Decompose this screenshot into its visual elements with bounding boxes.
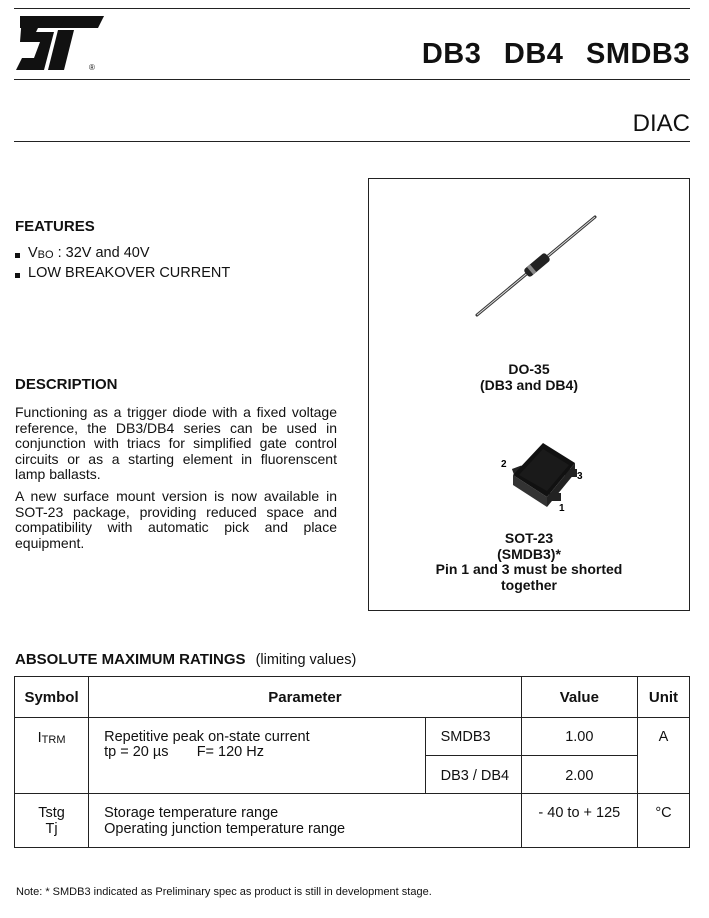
do35-caption [369, 362, 689, 393]
title-rule [14, 141, 690, 142]
sot23-caption [369, 531, 689, 593]
sot23-pin-3: 3 [577, 471, 583, 482]
row1-device-a: SMDB3 [425, 718, 521, 756]
row1-unit: A [637, 718, 689, 794]
ratings-table [14, 676, 690, 848]
table-header-row [15, 677, 690, 718]
feature-item-vbo: $V_{BO}$ : 32V and 40V [15, 244, 345, 264]
ratings-subtitle: (limiting values) [255, 652, 357, 668]
row1-symbol: $I_{TRM}$ [15, 718, 89, 794]
ratings-heading [15, 651, 356, 668]
row2-parameter: Storage temperature range Operating junction temperature range [89, 794, 522, 848]
sot23-note-line1: Pin 1 and 3 must be shorted [435, 561, 623, 577]
sot23-pin-1: 1 [559, 503, 565, 513]
header-value: Value [521, 677, 637, 718]
table-row [15, 794, 690, 848]
description-paragraph: Functioning as a trigger diode with a fixed voltage reference, the DB3/DB4 series can be used in conjunction with triacs for simplified gate control circuits or as a starting element in fluorenscent lamp ballasts. [15, 404, 337, 483]
sot23-pin-2: 2 [501, 459, 507, 470]
top-rule [14, 8, 690, 9]
description-section [15, 376, 337, 557]
header-unit: Unit [637, 677, 689, 718]
ratings-title: ABSOLUTE MAXIMUM RATINGS [15, 651, 246, 668]
package-box [368, 178, 690, 611]
part-number-smdb3: SMDB3 [585, 38, 690, 70]
row1-value-b: 2.00 [521, 756, 637, 794]
svg-text:®: ® [89, 63, 95, 72]
row1-device-b: DB3 / DB4 [425, 756, 521, 794]
do35-diode-image [469, 211, 604, 321]
description-title: DESCRIPTION [15, 376, 118, 393]
features-section [15, 218, 345, 283]
footnote: Note: * SMDB3 indicated as Preliminary spec as product is still in development stage. [16, 886, 432, 898]
feature-item-breakover: LOW BREAKOVER CURRENT [15, 264, 345, 283]
features-title: FEATURES [15, 218, 95, 235]
part-number-db3: DB3 [421, 38, 482, 70]
sot23-variants: (SMDB3)* [497, 545, 561, 562]
st-logo [14, 14, 106, 77]
row2-unit: °C [637, 794, 689, 848]
row1-value-a: 1.00 [521, 718, 637, 756]
table-row [15, 718, 690, 756]
header-parameter: Parameter [89, 677, 522, 718]
sot23-note-line2: together [501, 576, 557, 593]
part-number-db4: DB4 [503, 38, 564, 70]
row2-symbol: Tstg Tj [15, 794, 89, 848]
sot23-name: SOT-23 [504, 530, 554, 546]
sot23-package-image [499, 435, 584, 513]
description-paragraph: A new surface mount version is now available in SOT-23 package, providing reduced space and compatibility with automatic pick and place equipment. [15, 487, 337, 551]
header-symbol: Symbol [15, 677, 89, 718]
header-rule [14, 79, 690, 80]
do35-name: DO-35 [508, 361, 550, 377]
row2-value: - 40 to + 125 [521, 794, 637, 848]
do35-variants: (DB3 and DB4) [479, 376, 578, 393]
device-type: DIAC [632, 110, 690, 137]
row1-parameter: Repetitive peak on-state current tp = 20 µs F= 120 Hz [89, 718, 425, 794]
part-numbers [408, 38, 690, 71]
